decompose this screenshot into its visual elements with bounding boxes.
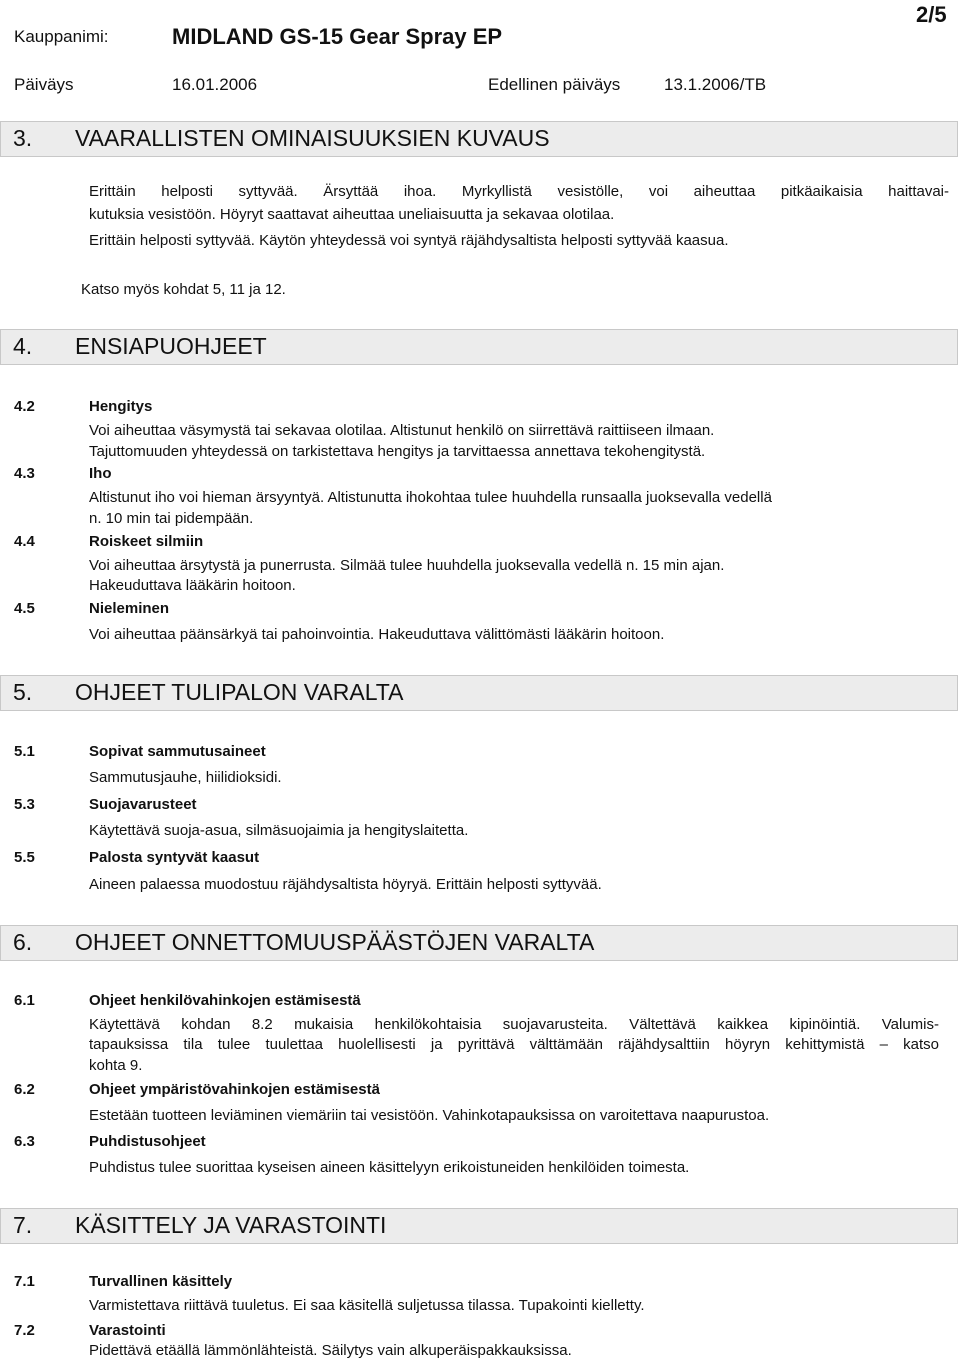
subsection-number: 4.4	[14, 533, 35, 550]
subsection-text-line: Voi aiheuttaa päänsärkyä tai pahoinvointia. Hakeuduttava välittömästi lääkärin hoitoon.	[89, 626, 665, 643]
section-title: KÄSITTELY JA VARASTOINTI	[75, 1212, 387, 1238]
subsection-number: 6.2	[14, 1081, 35, 1098]
subsection-number: 5.3	[14, 796, 35, 813]
hazard-text-line: Erittäin helposti syttyvää. Käytön yhteydessä voi syntyä räjähdysaltista helposti syttyvää kaasua.	[89, 232, 729, 249]
subsection-title: Ohjeet henkilövahinkojen estämisestä	[89, 992, 361, 1009]
section-title: ENSIAPUOHJEET	[75, 333, 267, 359]
subsection-number: 6.3	[14, 1133, 35, 1150]
hazard-text-line: kutuksia vesistöön. Höyryt saattavat aiheuttaa uneliaisuutta ja sekavaa olotilaa.	[89, 206, 615, 223]
subsection-text-line: Puhdistus tulee suorittaa kyseisen aineen käsittelyyn erikoistuneiden henkilöiden toimesta.	[89, 1159, 690, 1176]
subsection-title: Turvallinen käsittely	[89, 1273, 233, 1290]
subsection-text-line: kohta 9.	[89, 1057, 143, 1074]
subsection-text-line: Tajuttomuuden yhteydessä on tarkistettava hengitys ja tarvittaessa annettava tekohengitystä.	[89, 443, 706, 460]
subsection-title: Palosta syntyvät kaasut	[89, 849, 260, 866]
subsection-text-line: Käytettävä suoja-asua, silmäsuojaimia ja hengityslaitetta.	[89, 822, 469, 839]
hazard-text-line: Erittäin helposti syttyvää. Ärsyttää ihoa. Myrkyllistä vesistölle, voi aiheuttaa pitkäaikaisia haittavai-	[89, 183, 949, 200]
subsection-number: 5.5	[14, 849, 35, 866]
date-label: Päiväys	[14, 75, 74, 94]
product-name: MIDLAND GS-15 Gear Spray EP	[172, 24, 503, 49]
section-title: OHJEET TULIPALON VARALTA	[75, 679, 404, 705]
see-also-note: Katso myös kohdat 5, 11 ja 12.	[81, 281, 286, 298]
subsection-text-line: n. 10 min tai pidempään.	[89, 510, 254, 527]
subsection-text-line: Voi aiheuttaa ärsytystä ja punerrusta. Silmää tulee huuhdella juoksevalla vedellä n. 15 min ajan.	[89, 557, 725, 574]
subsection-title: Nieleminen	[89, 600, 170, 617]
subsection-text-line: Käytettävä kohdan 8.2 mukaisia henkilökohtaisia suojavarusteita. Vältettävä kaikkea kipinöintiä. Valumis-	[89, 1016, 939, 1033]
subsection-text-line: tapauksissa tila tulee tuulettaa huolellisesti ja pyrittävä välttämään räjähdysalttiin höyryn kehittymistä – katso	[89, 1036, 939, 1053]
subsection-number: 5.1	[14, 743, 35, 760]
subsection-number: 6.1	[14, 992, 35, 1009]
subsection-title: Roiskeet silmiin	[89, 533, 204, 550]
date-value: 16.01.2006	[172, 75, 258, 94]
subsection-title: Sopivat sammutusaineet	[89, 743, 266, 760]
product-label: Kauppanimi:	[14, 27, 109, 46]
subsection-number: 7.1	[14, 1273, 35, 1290]
section-header-4	[0, 329, 958, 365]
subsection-text-line: Sammutusjauhe, hiilidioksidi.	[89, 769, 282, 786]
section-number: 6.	[13, 929, 33, 955]
subsection-text-line: Altistunut iho voi hieman ärsyyntyä. Altistunutta ihokohtaa tulee huuhdella runsaalla juoksevalla vedellä	[89, 489, 772, 506]
section-header-3	[0, 121, 958, 157]
section-title: VAARALLISTEN OMINAISUUKSIEN KUVAUS	[75, 125, 550, 151]
subsection-text-line: Varmistettava riittävä tuuletus. Ei saa käsitellä suljetussa tilassa. Tupakointi kielletty.	[89, 1297, 645, 1314]
subsection-text-line: Voi aiheuttaa väsymystä tai sekavaa olotilaa. Altistunut henkilö on siirrettävä raittiiseen ilmaan.	[89, 422, 715, 439]
section-title: OHJEET ONNETTOMUUSPÄÄSTÖJEN VARALTA	[75, 929, 595, 955]
subsection-title: Varastointi	[89, 1322, 166, 1339]
subsection-number: 4.5	[14, 600, 35, 617]
subsection-title: Iho	[89, 465, 112, 482]
section-number: 4.	[13, 333, 33, 359]
section-header-6	[0, 925, 958, 961]
subsection-title: Ohjeet ympäristövahinkojen estämisestä	[89, 1081, 380, 1098]
section-number: 3.	[13, 125, 33, 151]
subsection-number: 4.3	[14, 465, 35, 482]
section-header-7	[0, 1208, 958, 1244]
page-number: 2/5	[916, 2, 947, 27]
subsection-text-line: Pidettävä etäällä lämmönlähteistä. Säilytys vain alkuperäispakkauksissa.	[89, 1342, 572, 1359]
subsection-title: Hengitys	[89, 398, 153, 415]
subsection-number: 7.2	[14, 1322, 35, 1339]
subsection-title: Puhdistusohjeet	[89, 1133, 206, 1150]
previous-date-value: 13.1.2006/TB	[664, 75, 767, 94]
section-header-5	[0, 675, 958, 711]
section-number: 7.	[13, 1212, 33, 1238]
subsection-text-line: Estetään tuotteen leviäminen viemäriin tai vesistöön. Vahinkotapauksissa on varoitettava naapurustoa.	[89, 1107, 770, 1124]
subsection-number: 4.2	[14, 398, 35, 415]
previous-date-label: Edellinen päiväys	[488, 75, 621, 94]
subsection-text-line: Hakeuduttava lääkärin hoitoon.	[89, 577, 296, 594]
subsection-title: Suojavarusteet	[89, 796, 197, 813]
subsection-text-line: Aineen palaessa muodostuu räjähdysaltista höyryä. Erittäin helposti syttyvää.	[89, 876, 602, 893]
section-number: 5.	[13, 679, 33, 705]
